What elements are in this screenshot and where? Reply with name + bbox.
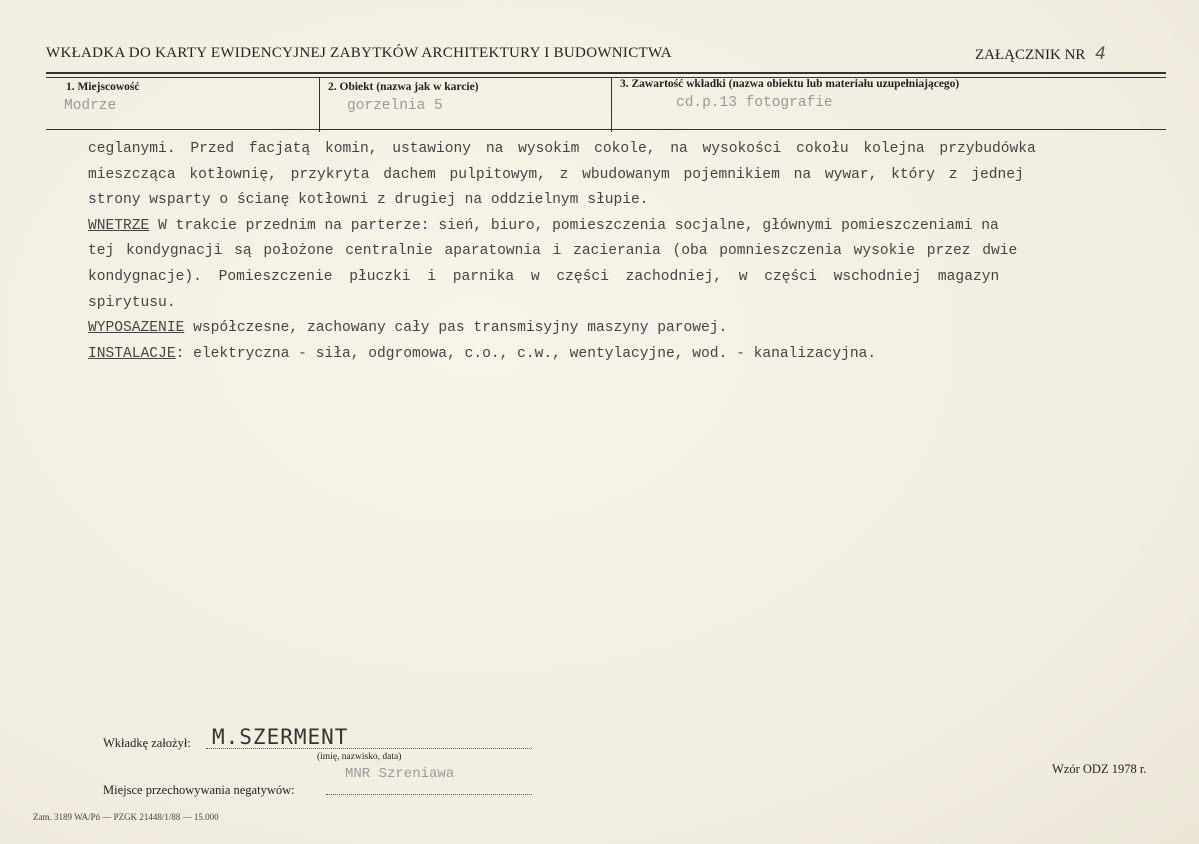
text-line-6 [88,265,1148,291]
text-line-4-content: W trakcie przednim na parterze: sień, biuro, pomieszczenia socjalne, głównymi pomieszczeniami na [149,217,999,234]
column-divider-2 [611,78,612,132]
text-line-2-content: mieszcząca kotłownię, przykryta dachem pulpitowym, z wbudowanym pojemnikiem na wywar, który z jednej [88,166,1024,183]
print-order: Zam. 3189 WA/Pń — PZGK 21448/1/88 — 15.000 [33,812,219,822]
attachment-number-value: 4 [1095,44,1106,64]
text-line-3 [88,188,1148,214]
text-line-6-content: kondygnacje). Pomieszczenie płuczki i parnika w części zachodniej, w części wschodniej magazyn [88,268,1000,285]
field-label-object: 2. Obiekt (nazwa jak w karcie) [328,81,479,93]
installations-heading: INSTALACJE [88,345,176,362]
negatives-location-value: MNR Szreniawa [345,766,455,782]
form-title: WKŁADKA DO KARTY EWIDENCYJNEJ ZABYTKÓW ARCHITEKTURY I BUDOWNICTWA [46,45,672,61]
text-line-8-content: współczesne, zachowany cały pas transmisyjny maszyny parowej. [184,320,728,337]
text-line-1 [88,137,1148,163]
created-by-hint: (imię, nazwisko, data) [317,752,402,762]
creator-signature: M.SZERMENT [212,725,349,749]
equipment-heading: WYPOSAZENIE [88,320,185,337]
attachment-number [975,44,1106,64]
description-text [88,137,1148,367]
text-line-3-content: strony wsparty o ścianę kotłowni z drugiej na oddzielnym słupie. [88,192,649,209]
field-value-object: gorzelnia 5 [347,98,443,114]
text-line-5 [88,239,1148,265]
header-top-rule [46,72,1166,74]
header-bottom-rule [46,129,1166,130]
text-line-7 [88,291,1148,317]
field-value-locality: Modrze [64,98,117,114]
field-label-locality: 1. Miejscowość [66,81,140,93]
created-by-label: Wkładkę założył: [103,736,191,750]
negatives-location-label: Miejsce przechowywania negatywów: [103,783,295,797]
text-line-1-content: ceglanymi. Przed facjatą komin, ustawiony na wysokim cokole, na wysokości cokołu kolejna przybudówka [88,141,1036,157]
field-label-contents: 3. Zawartość wkładki (nazwa obiektu lub materiału uzupełniającego) [620,78,960,90]
text-line-4 [88,214,1148,240]
interior-heading: WNETRZE [88,217,150,234]
text-line-8 [88,316,1148,342]
text-line-9-content: : elektryczna - siła, odgromowa, c.o., c.w., wentylacyjne, wod. - kanalizacyjna. [175,345,877,362]
attachment-label: ZAŁĄCZNIK NR [975,47,1086,63]
text-line-2 [88,163,1148,189]
text-line-5-content: tej kondygnacji są położone centralnie aparatownia i zacierania (oba pomnieszczenia wysokie przez dwie [88,243,1018,260]
form-model: Wzór ODZ 1978 r. [1052,762,1147,776]
negatives-location-line [326,794,532,795]
text-line-9 [88,342,1148,368]
text-line-7-content: spirytusu. [88,294,176,311]
field-value-contents: cd.p.13 fotografie [676,95,833,111]
header-top-rule-thin [46,77,1166,78]
column-divider-1 [319,78,320,132]
